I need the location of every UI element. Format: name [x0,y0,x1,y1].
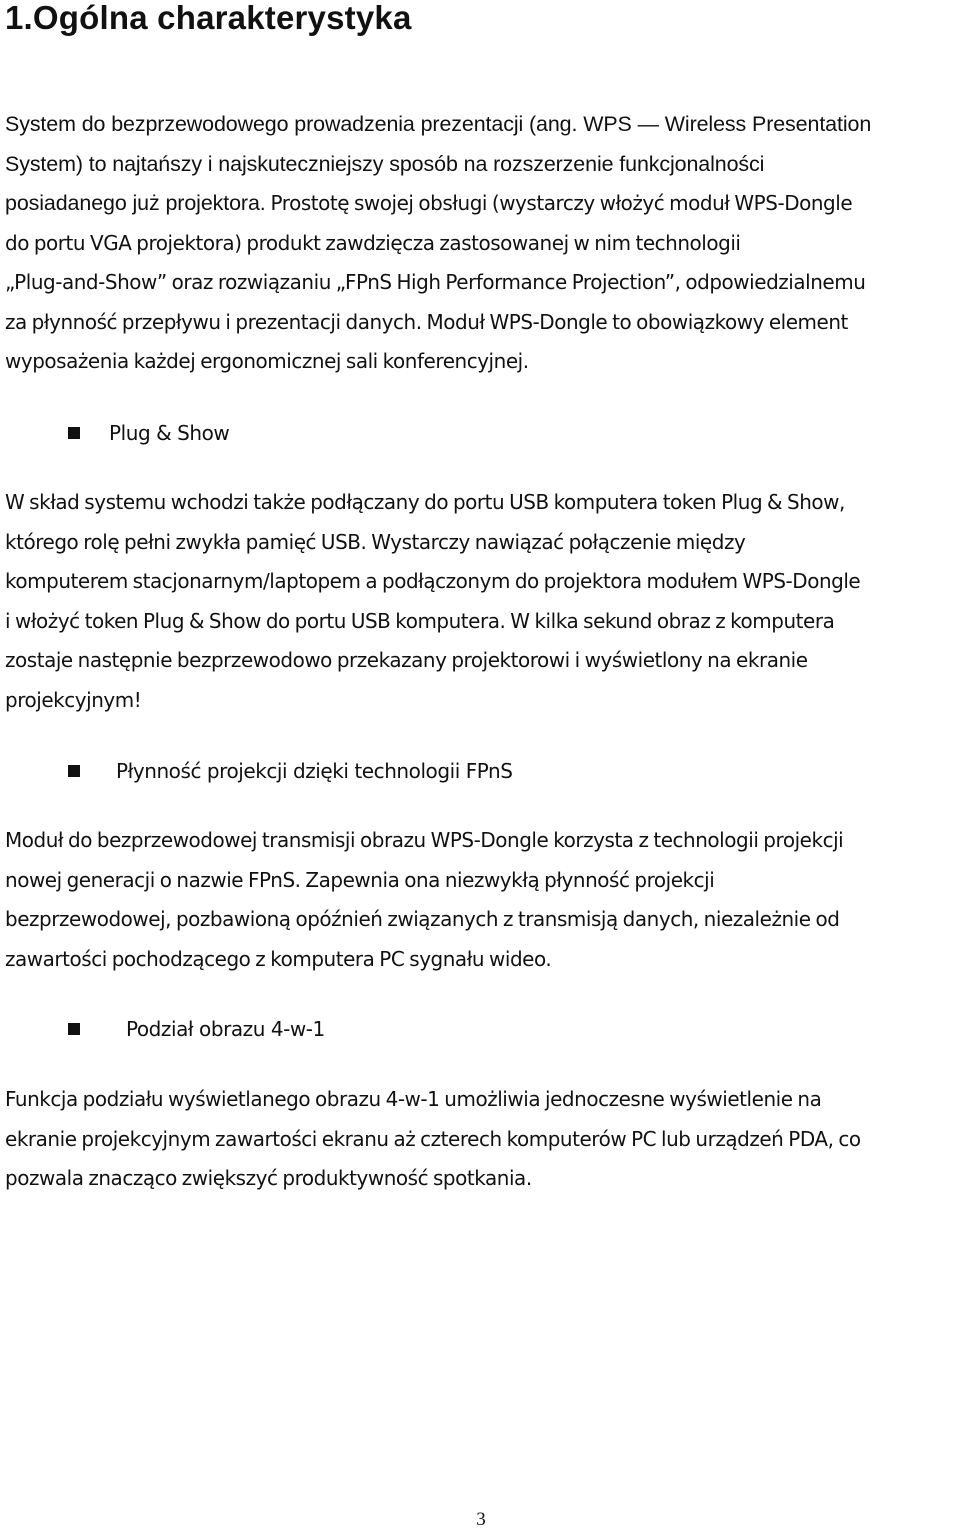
page-heading: 1.Ogólna charakterystyka [5,0,412,36]
text-line: „Plug-and-Show” oraz rozwiązaniu „FPnS High Performance Projection”, odpowiedzialnemu [5,270,866,294]
section-bullet-fpns [68,751,513,791]
square-bullet-icon [68,1023,80,1035]
text-line: Funkcja podziału wyświetlanego obrazu 4-w-1 umożliwia jednoczesne wyświetlenie na [5,1087,822,1111]
text-line: pozwala znacząco zwiększyć produktywność spotkania. [5,1166,532,1190]
text-line: wyposażenia każdej ergonomicznej sali konferencyjnej. [5,349,529,373]
text-line: zostaje następnie bezprzewodowo przekazany projektorowi i wyświetlony na ekranie [5,648,808,672]
text-line: W skład systemu wchodzi także podłączany do portu USB komputera token Plug & Show, [5,490,845,514]
text-line: Moduł do bezprzewodowej transmisji obrazu WPS-Dongle korzysta z technologii projekcji [5,828,844,852]
text-line: za płynność przepływu i prezentacji danych. Moduł WPS-Dongle to obowiązkowy element [5,309,848,334]
text-segment: posiadanego już projektora. [5,191,266,215]
text-line: ekranie projekcyjnym zawartości ekranu aż czterech komputerów PC lub urządzeń PDA, co [5,1126,861,1151]
section-title: Podział obrazu 4-w-1 [126,1017,325,1041]
text-line: do portu VGA projektora) produkt zawdzięcza zastosowanej w nim technologii [5,230,741,255]
section-bullet-split-screen [68,1009,325,1049]
text-line: projekcyjnym! [5,687,142,712]
text-line: System do bezprzewodowego prowadzenia prezentacji (ang. WPS — Wireless Presentation [5,112,872,136]
intro-paragraph [5,105,960,382]
text-segment: Prostotę swojej obsługi (wystarczy włożyć moduł WPS-Dongle [265,191,853,215]
section-paragraph-plug-and-show [5,483,960,720]
text-line: którego rolę pełni zwykła pamięć USB. Wystarczy nawiązać połączenie między [5,529,746,554]
text-line: bezprzewodowej, pozbawioną opóźnień związanych z transmisją danych, niezależnie od [5,907,840,931]
square-bullet-icon [68,427,80,439]
section-paragraph-fpns [5,821,960,979]
section-title: Płynność projekcji dzięki technologii FPnS [116,759,513,783]
text-line: komputerem stacjonarnym/laptopem a podłączonym do projektora modułem WPS-Dongle [5,569,861,593]
text-line: i włożyć token Plug & Show do portu USB komputera. W kilka sekund obraz z komputera [5,608,835,633]
square-bullet-icon [68,765,80,777]
page-number: 3 [476,1509,486,1530]
text-line [5,184,957,224]
text-line: System) to najtańszy i najskuteczniejszy sposób na rozszerzenie funkcjonalności [5,151,765,176]
section-paragraph-split-screen [5,1080,960,1199]
section-bullet-plug-and-show [68,413,229,453]
section-title: Plug & Show [109,421,230,445]
text-line: zawartości pochodzącego z komputera PC sygnału wideo. [5,946,552,971]
text-line: nowej generacji o nazwie FPnS. Zapewnia ona niezwykłą płynność projekcji [5,867,715,892]
